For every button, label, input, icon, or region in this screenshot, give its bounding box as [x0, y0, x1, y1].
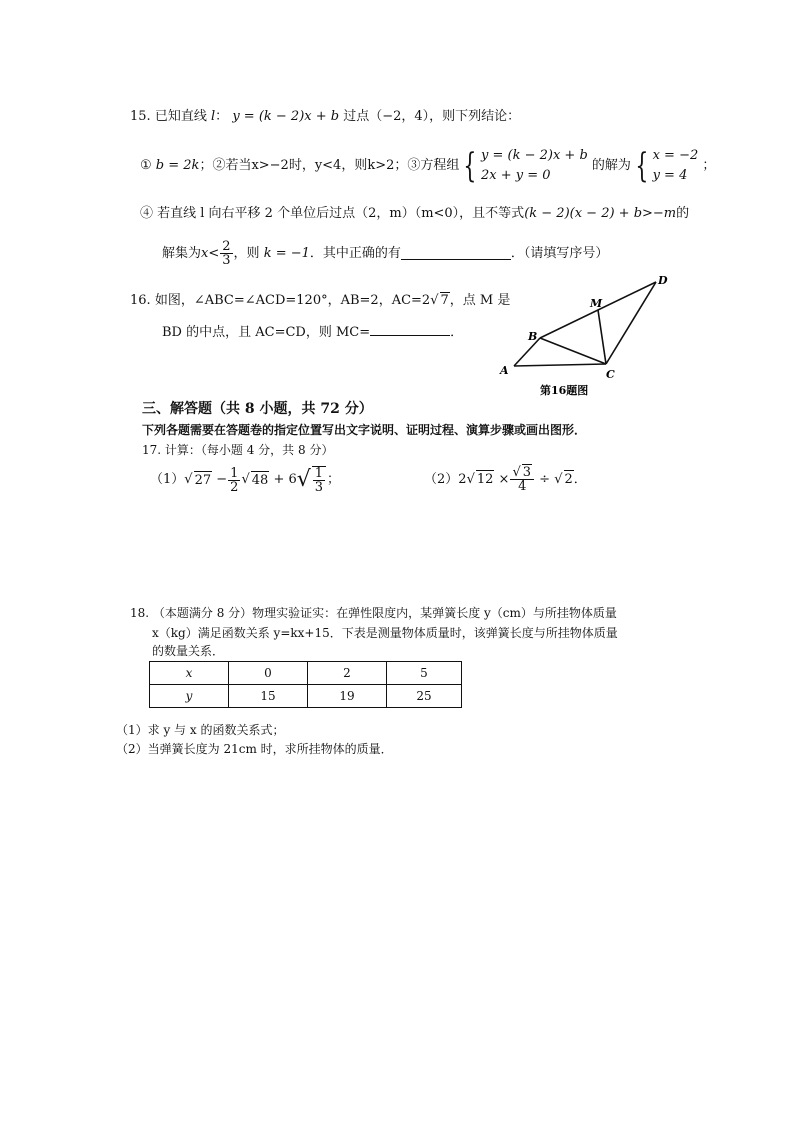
- q15-frac-den: 3: [222, 253, 231, 268]
- q18-line1: [130, 604, 617, 622]
- q16-line1-text: 如图，∠ABC=∠ACD=120°，AB=2，AC=2: [154, 293, 431, 308]
- q17-part1: （1） √ 27 − $\frac{1}{2}$ √ 48 + 6 √ $\frac{1}{3}$ ；: [150, 465, 341, 495]
- q17-p1-fn2: 1: [314, 466, 324, 481]
- point-m-label: M: [590, 297, 603, 310]
- q16-sqrt: √ 7: [430, 293, 449, 308]
- point-b-label: B: [528, 330, 538, 343]
- point-d-label: D: [658, 274, 668, 287]
- segment-ac: [514, 364, 606, 366]
- q16-line1: [130, 292, 510, 310]
- q17-p2-end: ．: [573, 471, 587, 487]
- q15-line4: [162, 240, 608, 267]
- q16-line2-end: ．: [450, 325, 464, 340]
- q17-p2-div: ÷: [539, 471, 551, 487]
- q17-p1-end: ；: [327, 472, 341, 487]
- point-c-label: C: [606, 368, 615, 381]
- q17-p1-label: （1）: [150, 472, 185, 487]
- q17-p1-r1: 27: [194, 472, 212, 488]
- q17-p1-radical: √: [296, 467, 311, 492]
- q15-stem-c: 过点（−2，4），则下列结论：: [343, 109, 521, 124]
- q17-part2: （2） 2 √ 12 × $\frac{√ 3}{4}$ ÷ √ 2 ．: [424, 465, 587, 494]
- q15-l4-k: k = −1: [263, 245, 310, 261]
- q16-number: 16.: [130, 293, 151, 308]
- q15-c2-text: ；②若当x>−2时，y<4，则k>2；③方程组: [199, 158, 460, 173]
- table-cell: y: [150, 685, 229, 708]
- q16-sqrt-val: 7: [440, 293, 449, 308]
- table-cell: 19: [308, 685, 387, 708]
- q18-line1-text: （本题满分 8 分）物理实验证实：在弹性限度内，某弹簧长度 y（cm）与所挂物体质量: [152, 606, 617, 620]
- q15-c4-end: 的: [676, 206, 690, 221]
- q17-p1-frac1: [228, 467, 240, 494]
- q15-l4-c: ．其中正确的有: [309, 245, 401, 261]
- q15-line3: [140, 205, 689, 223]
- q17-p1-minus: −: [216, 472, 228, 487]
- q18-line2: x（kg）满足函数关系 y=kx+15．下表是测量物体质量时，该弹簧长度与所挂物体质量: [152, 626, 618, 640]
- q17-p2-times: ×: [498, 471, 510, 487]
- q18-sub1: （1）求 y 与 x 的函数关系式；: [116, 723, 285, 737]
- q15-solution: [653, 146, 699, 186]
- q15-answer-blank[interactable]: [401, 247, 511, 260]
- table-row: [150, 662, 462, 685]
- q15-c1-mark: ①: [140, 158, 152, 173]
- q17-p2-fd: 4: [518, 479, 527, 494]
- q15-c4-text: ④ 若直线 l 向右平移 2 个单位后过点（2，m）（m<0），且不等式: [140, 206, 525, 221]
- q15-sol2: y = 4: [652, 168, 688, 183]
- q17-p2-r2: 2: [564, 472, 573, 487]
- q15-sys-eq1: y = (k − 2)x + b: [481, 148, 588, 163]
- q15-c4-ineq: (k − 2)(x − 2) + b>−m: [524, 206, 677, 221]
- q15-line1: [130, 108, 520, 126]
- point-a-label: A: [500, 364, 509, 377]
- q15-sys-eq2: 2x + y = 0: [481, 168, 551, 183]
- section3-title: 三、解答题（共 8 小题，共 72 分）: [142, 401, 373, 417]
- q17-number: 17.: [142, 443, 162, 457]
- q18-line3: 的数量关系．: [152, 644, 225, 658]
- q15-stem-b: ：: [215, 109, 229, 124]
- q15-sys-mid: 的解为: [591, 158, 631, 173]
- q15-number: 15.: [130, 109, 151, 124]
- q17-p1-fn: 1: [230, 465, 239, 481]
- q17-p2-fn: 3: [522, 465, 532, 480]
- q17-p1-fd2: 3: [314, 480, 324, 495]
- q15-sol-end: ；: [702, 158, 716, 173]
- q16-answer-blank[interactable]: [370, 323, 450, 336]
- section3-instruction: 下列各题需要在答题卷的指定位置写出文字说明、证明过程、演算步骤或画出图形．: [142, 423, 587, 437]
- table-cell: 0: [229, 662, 308, 685]
- segment-mc: [598, 310, 606, 364]
- table-row: [150, 685, 462, 708]
- q15-line-name: l: [210, 109, 216, 124]
- q15-c1-text: b = 2k: [155, 158, 200, 173]
- q15-l4-a: 解集为: [162, 245, 202, 261]
- q16-line2-text: BD 的中点，且 AC=CD，则 MC=: [162, 325, 371, 340]
- q18-sub2: （2）当弹簧长度为 21cm 时，求所挂物体的质量．: [116, 742, 393, 756]
- q15-system: [481, 146, 588, 186]
- q16-line2: [162, 323, 463, 342]
- figure-caption: 第16题图: [540, 384, 589, 397]
- q15-stem-eq: y = (k − 2)x + b: [232, 109, 340, 124]
- q18-table: [149, 661, 462, 708]
- table-cell: 5: [387, 662, 462, 685]
- q15-line2: [140, 146, 715, 186]
- q15-l4-d: ．（请填写序号）: [510, 245, 609, 261]
- table-cell: 15: [229, 685, 308, 708]
- q15-fraction: [220, 240, 232, 267]
- q17-p2-fn-wrap: √ 3: [510, 466, 534, 480]
- q17-p1-frac2: [312, 466, 326, 494]
- q17-p1-fd: 2: [230, 479, 239, 495]
- q18-number: 18.: [130, 606, 150, 620]
- q17-p1-plus: + 6: [273, 472, 297, 487]
- table-cell: x: [150, 662, 229, 685]
- q17-p2-frac: [510, 466, 534, 493]
- q16-figure: [490, 268, 680, 398]
- q17-p2-coef: 2: [458, 471, 467, 487]
- table-cell: 25: [387, 685, 462, 708]
- segment-bc: [540, 338, 606, 364]
- q15-brace-right: {: [635, 146, 649, 186]
- q15-l4-b: ，则: [233, 245, 260, 261]
- q15-l4-x: x<: [201, 245, 220, 261]
- q17-p2-label: （2）: [424, 471, 459, 487]
- q17-p1-r2: 48: [251, 472, 269, 488]
- table-cell: 2: [308, 662, 387, 685]
- q15-stem-a: 已知直线: [154, 109, 207, 124]
- q15-brace-left: {: [463, 146, 477, 186]
- q16-line1-end: ，点 M 是: [449, 293, 511, 308]
- q15-frac-num: 2: [222, 239, 231, 254]
- q17-title-text: 计算：（每小题 4 分，共 8 分）: [164, 443, 334, 457]
- q15-sol1: x = −2: [652, 148, 699, 163]
- q17-p2-r1: 12: [476, 472, 494, 487]
- q17-title: [142, 441, 333, 459]
